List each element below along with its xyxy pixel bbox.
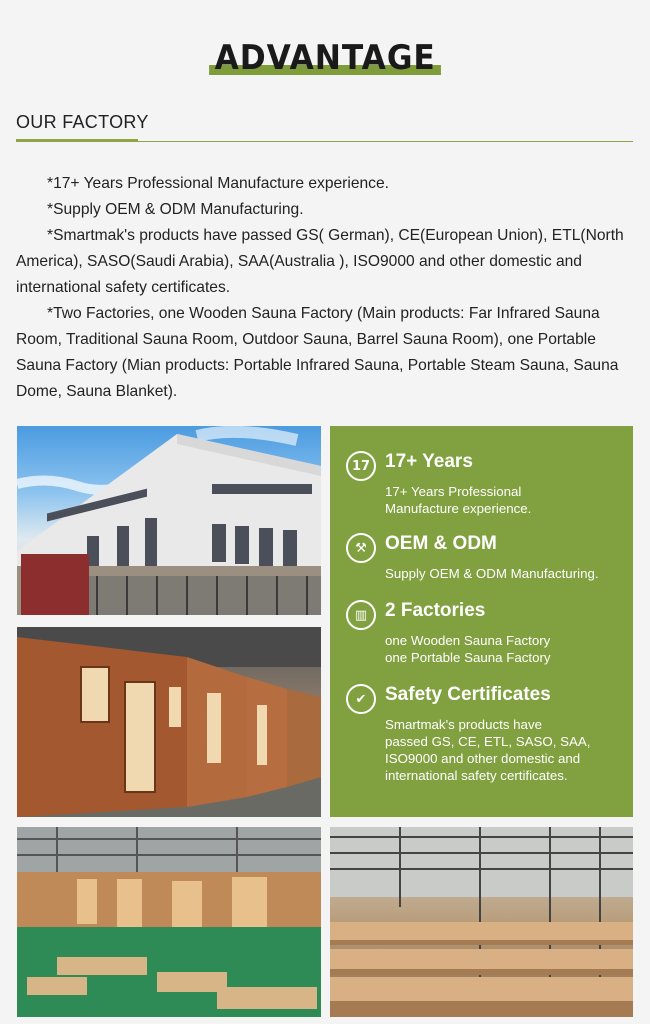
intro-paragraph: *Supply OEM & ODM Manufacturing.: [47, 201, 304, 218]
feature-title: Safety Certificates: [385, 684, 551, 705]
page-title-text: ADVANTAGE: [214, 38, 436, 78]
feature-line: passed GS, CE, ETL, SASO, SAA,: [385, 734, 591, 749]
factory-icon: ▥: [346, 600, 376, 630]
intro-paragraph: *Two Factories, one Wooden Sauna Factory (Main products: Far Infrared Sauna Room, Traditional Sauna Room, Outdoor Sauna, Barrel Sauna Room), one Portable Sauna Factory (Mian products: Portable Infrared Sauna, Portable Steam Sauna, Sauna Dome, Sauna Blanket).: [16, 305, 619, 400]
feature-description: [385, 565, 625, 582]
intro-paragraph: *Smartmak's products have passed GS( German), CE(European Union), ETL(North America), SASO(Saudi Arabia), SAA(Australia ), ISO9000 and other domestic and international safety certificates.: [16, 227, 624, 296]
section-divider-accent: [16, 139, 138, 142]
feature-line: one Portable Sauna Factory: [385, 650, 551, 665]
tools-icon: ⚒: [346, 533, 376, 563]
feature-line: 17+ Years Professional: [385, 484, 522, 499]
advantages-panel: [330, 426, 633, 817]
feature-line: international safety certificates.: [385, 768, 568, 783]
factory-floor-photo: [17, 827, 321, 1017]
feature-line: Smartmak's products have: [385, 717, 542, 732]
intro-text: [16, 171, 634, 405]
feature-line: ISO9000 and other domestic and: [385, 751, 581, 766]
factory-exterior-photo: [17, 426, 321, 615]
badge-17-icon: 17: [346, 451, 376, 481]
feature-description: [385, 716, 625, 784]
intro-paragraph: *17+ Years Professional Manufacture experience.: [47, 175, 389, 192]
portable-sauna-factory-photo: [330, 827, 633, 1017]
certificate-icon: ✔: [346, 684, 376, 714]
header: [0, 38, 650, 78]
feature-line: Supply OEM & ODM Manufacturing.: [385, 566, 599, 581]
feature-title: 17+ Years: [385, 451, 473, 472]
feature-description: [385, 632, 625, 666]
section-label: OUR FACTORY: [16, 112, 149, 132]
feature-title: OEM & ODM: [385, 533, 497, 554]
feature-description: [385, 483, 625, 517]
feature-line: one Wooden Sauna Factory: [385, 633, 551, 648]
feature-title: 2 Factories: [385, 600, 486, 621]
section-heading: [16, 112, 633, 142]
feature-line: Manufacture experience.: [385, 501, 532, 516]
page-title: [214, 38, 435, 78]
wooden-sauna-photo: [17, 627, 321, 817]
